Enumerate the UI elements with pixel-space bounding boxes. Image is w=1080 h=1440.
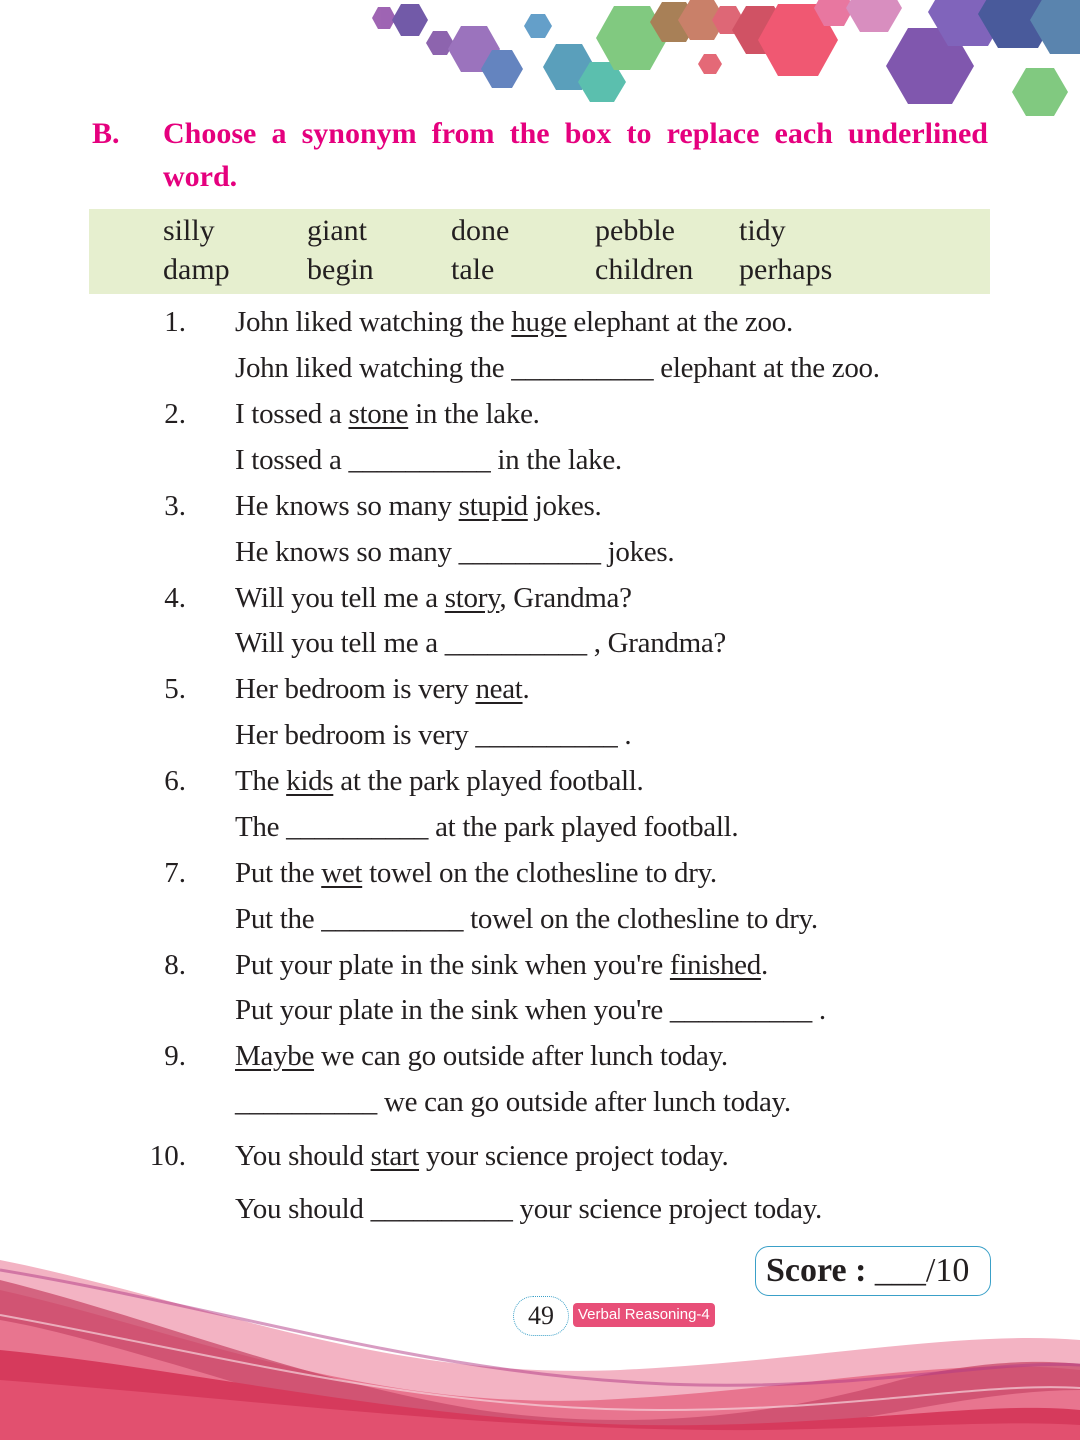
original-sentence: Will you tell me a story, Grandma?	[235, 582, 632, 614]
section-letter: B.	[92, 117, 120, 150]
underlined-word: neat	[475, 673, 523, 705]
underlined-word: story	[444, 582, 500, 614]
item-number: 4.	[164, 582, 186, 614]
item-number: 10.	[149, 1140, 186, 1172]
blank-sentence[interactable]: The __________ at the park played football.	[235, 811, 739, 843]
blank-sentence[interactable]: I tossed a __________ in the lake.	[235, 444, 622, 476]
score-value[interactable]: ___/10	[874, 1252, 970, 1289]
original-sentence: Put the wet towel on the clothesline to dry.	[235, 857, 717, 889]
underlined-word: finished	[669, 949, 761, 981]
score-label: Score :	[766, 1252, 867, 1289]
blank-sentence[interactable]: Put your plate in the sink when you're __________ .	[235, 994, 826, 1026]
word-option: tidy	[739, 214, 786, 247]
original-sentence: You should start your science project today.	[235, 1140, 729, 1172]
underlined-word: stone	[348, 398, 409, 430]
item-number: 8.	[164, 949, 186, 981]
item-number: 7.	[164, 857, 186, 889]
score-box	[755, 1246, 991, 1296]
book-title-tag: Verbal Reasoning-4	[573, 1303, 715, 1327]
word-box	[89, 209, 990, 294]
item-number: 3.	[164, 490, 186, 522]
section-instruction: Choose a synonym from the box to replace each underlined word.	[163, 117, 988, 193]
blank-sentence[interactable]: He knows so many __________ jokes.	[235, 536, 675, 568]
original-sentence: Put your plate in the sink when you're finished.	[235, 949, 768, 981]
original-sentence: John liked watching the huge elephant at the zoo.	[235, 306, 793, 338]
word-option: perhaps	[739, 253, 833, 286]
blank-sentence[interactable]: You should __________ your science project today.	[235, 1193, 822, 1225]
blank-sentence[interactable]: Will you tell me a __________ , Grandma?	[235, 627, 726, 659]
original-sentence: The kids at the park played football.	[235, 765, 644, 797]
hexagon-decoration	[0, 0, 1080, 130]
word-option: giant	[307, 214, 367, 247]
blank-sentence[interactable]: Her bedroom is very __________ .	[235, 719, 632, 751]
blank-sentence[interactable]: __________ we can go outside after lunch today.	[235, 1086, 791, 1118]
blank-sentence[interactable]: John liked watching the __________ elephant at the zoo.	[235, 352, 880, 384]
original-sentence: I tossed a stone in the lake.	[235, 398, 540, 430]
page-number: 49	[513, 1296, 569, 1336]
word-option: children	[595, 253, 694, 286]
blank-sentence[interactable]: Put the __________ towel on the clothesline to dry.	[235, 903, 818, 935]
item-number: 2.	[164, 398, 186, 430]
item-number: 6.	[164, 765, 186, 797]
original-sentence: Her bedroom is very neat.	[235, 673, 530, 705]
original-sentence: Maybe we can go outside after lunch today.	[235, 1040, 728, 1072]
word-option: pebble	[595, 214, 675, 247]
item-number: 9.	[164, 1040, 186, 1072]
word-option: begin	[307, 253, 374, 286]
underlined-word: huge	[511, 306, 567, 338]
underlined-word: Maybe	[235, 1040, 315, 1072]
underlined-word: wet	[321, 857, 363, 889]
original-sentence: He knows so many stupid jokes.	[235, 490, 602, 522]
word-option: damp	[163, 253, 230, 286]
item-number: 5.	[164, 673, 186, 705]
word-option: silly	[163, 214, 215, 247]
underlined-word: start	[370, 1140, 420, 1172]
word-option: done	[451, 214, 510, 247]
word-option: tale	[451, 253, 495, 286]
item-number: 1.	[164, 306, 186, 338]
underlined-word: kids	[286, 765, 334, 797]
underlined-word: stupid	[458, 490, 528, 522]
